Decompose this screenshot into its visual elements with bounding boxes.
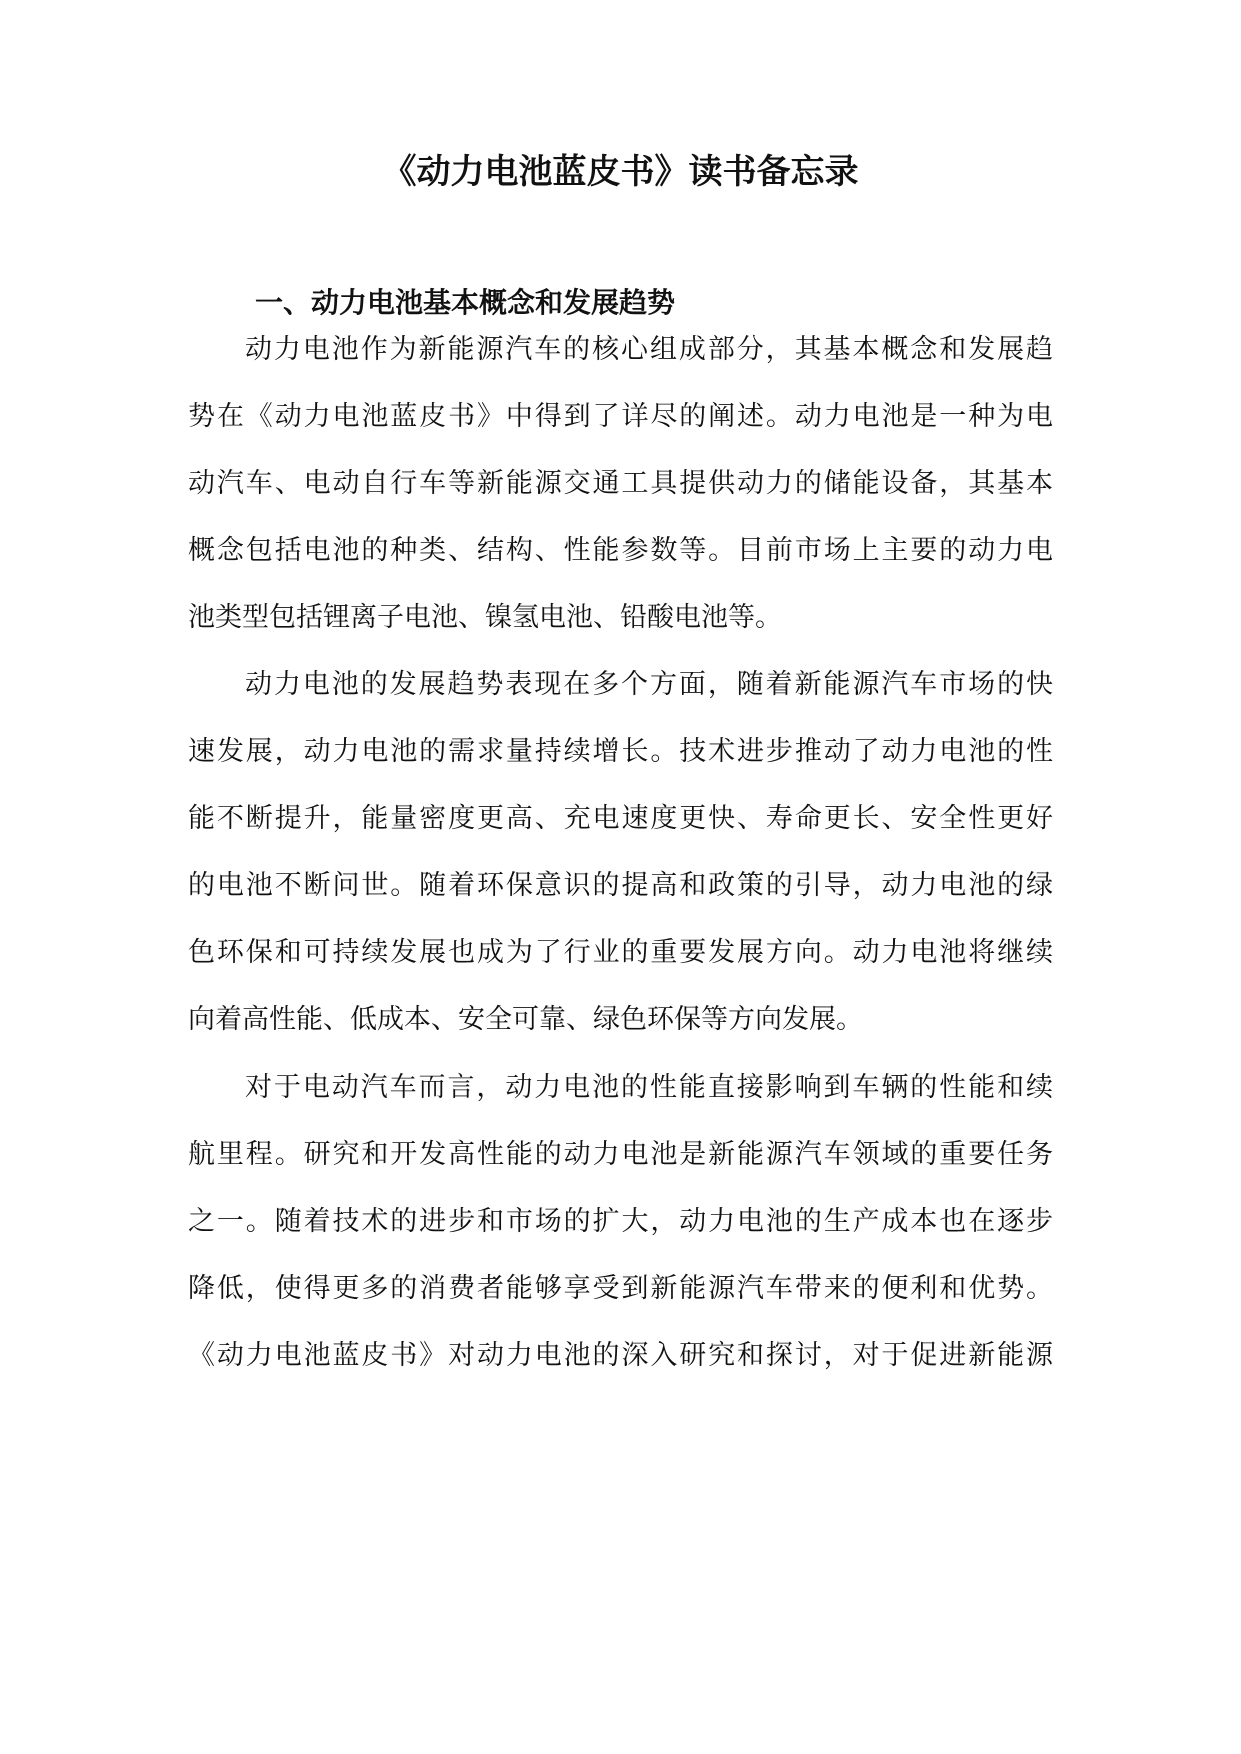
paragraph-line: 动力电池的发展趋势表现在多个方面，随着新能源汽车市场的快 [245,669,1053,700]
section-heading: 一、动力电池基本概念和发展趋势 [255,286,676,319]
document-title: 《动力电池蓝皮书》读书备忘录 [382,152,859,192]
paragraph-line: 动汽车、电动自行车等新能源交通工具提供动力的储能设备，其基本 [188,468,1053,499]
paragraph-line: 航里程。研究和开发高性能的动力电池是新能源汽车领域的重要任务 [188,1139,1053,1170]
paragraph-line: 动力电池作为新能源汽车的核心组成部分，其基本概念和发展趋 [245,334,1053,365]
paragraph-line: 向着高性能、低成本、安全可靠、绿色环保等方向发展。 [188,1004,863,1035]
paragraph-line: 的电池不断问世。随着环保意识的提高和政策的引导，动力电池的绿 [188,870,1053,901]
paragraph-line: 速发展，动力电池的需求量持续增长。技术进步推动了动力电池的性 [188,736,1053,767]
paragraph-line: 降低，使得更多的消费者能够享受到新能源汽车带来的便利和优势。 [188,1273,1053,1304]
paragraph-line: 能不断提升，能量密度更高、充电速度更快、寿命更长、安全性更好 [188,803,1053,834]
paragraph-line: 之一。随着技术的进步和市场的扩大，动力电池的生产成本也在逐步 [188,1206,1053,1237]
paragraph-line: 《动力电池蓝皮书》对动力电池的深入研究和探讨，对于促进新能源 [188,1340,1053,1371]
paragraph-line: 色环保和可持续发展也成为了行业的重要发展方向。动力电池将继续 [188,937,1053,968]
paragraph-line: 池类型包括锂离子电池、镍氢电池、铅酸电池等。 [188,602,782,633]
paragraph-line: 势在《动力电池蓝皮书》中得到了详尽的阐述。动力电池是一种为电 [188,401,1053,432]
paragraph-line: 对于电动汽车而言，动力电池的性能直接影响到车辆的性能和续 [245,1072,1053,1103]
paragraph-line: 概念包括电池的种类、结构、性能参数等。目前市场上主要的动力电 [188,535,1053,566]
